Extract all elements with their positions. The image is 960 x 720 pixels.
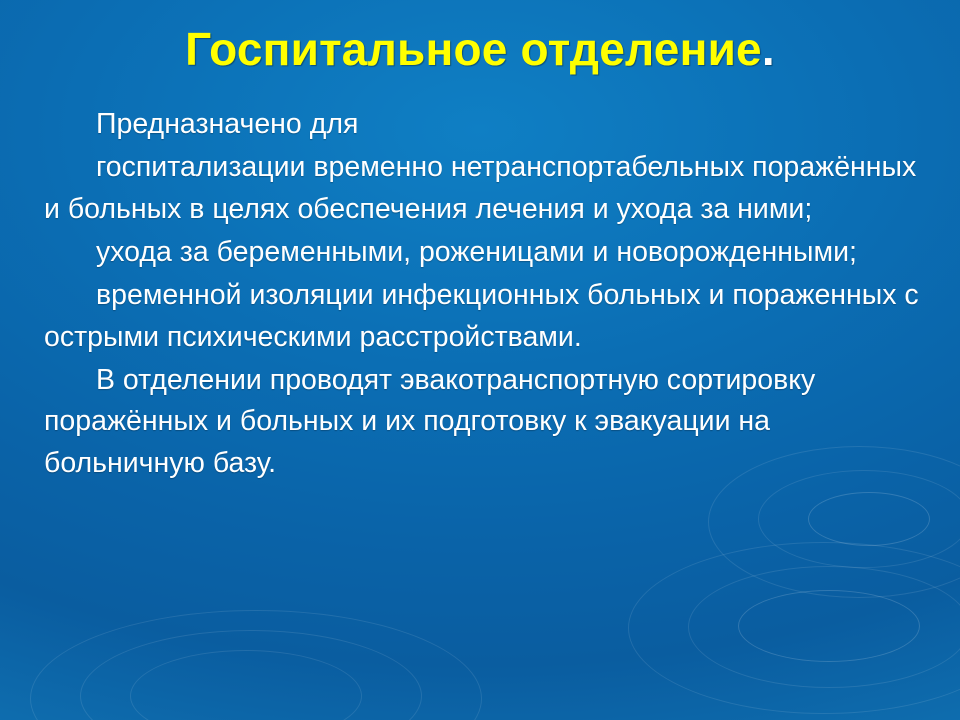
body-paragraph: ухода за беременными, роженицами и новорожденными; <box>96 235 857 268</box>
ripple-ring <box>758 470 960 568</box>
slide-title-period: . <box>761 23 775 75</box>
body-paragraph: госпитализации временно нетранспортабельных поражённых и больных в целях обеспечения лечения и ухода за ними; <box>44 151 917 225</box>
slide-title-text: Госпитальное отделение <box>185 23 762 75</box>
body-paragraph: Предназначено для <box>96 108 359 140</box>
ripple-ring <box>688 566 960 688</box>
ripple-ring <box>628 542 960 714</box>
ripple-ring <box>808 492 930 546</box>
ripple-ring <box>30 610 482 720</box>
slide-body <box>44 104 936 484</box>
slide-title <box>0 22 960 76</box>
body-paragraph: временной изоляции инфекционных больных и пораженных с острыми психическими расстройствами. <box>44 279 919 353</box>
body-paragraph: В отделении проводят эвакотранспортную сортировку поражённых и больных и их подготовку к эвакуации на больничную базу. <box>44 363 816 479</box>
ripple-ring <box>80 630 422 720</box>
ripple-ring <box>738 590 920 662</box>
ripple-ring <box>130 650 362 720</box>
